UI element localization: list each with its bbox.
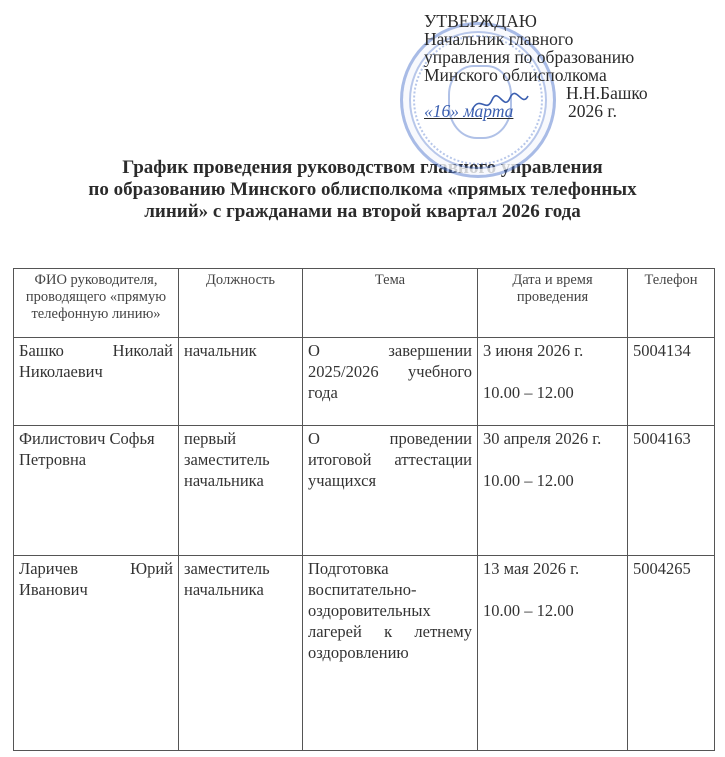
cell-date: 13 мая 2026 г. [483, 559, 580, 578]
cell-position: заместитель начальника [179, 556, 303, 751]
header-name: ФИО руководителя, проводящего «прямую телефонную линию» [14, 269, 179, 338]
cell-position: первый заместитель начальника [179, 426, 303, 556]
cell-name: Ларичев Юрий Иванович [14, 556, 179, 751]
header-phone: Телефон [628, 269, 715, 338]
cell-topic: О проведении итоговой аттестации учащихся [303, 426, 478, 556]
approval-line: Начальник главного [424, 29, 574, 49]
approval-heading: УТВЕРЖДАЮ [424, 11, 537, 31]
cell-time: 10.00 – 12.00 [483, 383, 574, 402]
cell-topic: О завершении 2025/2026 учебного года [303, 338, 478, 426]
cell-datetime [478, 426, 628, 556]
cell-phone: 5004163 [628, 426, 715, 556]
table-header-row [14, 269, 715, 338]
cell-datetime [478, 338, 628, 426]
document-title [40, 157, 685, 223]
table-row [14, 338, 715, 426]
cell-name: Филистович Софья Петровна [14, 426, 179, 556]
cell-topic: Подготовка воспитательно-оздоровительных лагерей к летнему оздоровлению [303, 556, 478, 751]
cell-time: 10.00 – 12.00 [483, 601, 574, 620]
table-row [14, 426, 715, 556]
title-line: линий» с гражданами на второй квартал 2026 года [144, 201, 581, 222]
approval-line: Минского облисполкома [424, 65, 607, 85]
cell-datetime [478, 556, 628, 751]
title-line: по образованию Минского облисполкома «прямых телефонных [88, 179, 637, 200]
header-topic: Тема [303, 269, 478, 338]
approval-date-handwritten: «16» марта [424, 101, 514, 121]
cell-date: 3 июня 2026 г. [483, 341, 584, 360]
cell-date: 30 апреля 2026 г. [483, 429, 602, 448]
approval-signer: Н.Н.Башко [566, 83, 648, 103]
approval-date [424, 102, 724, 120]
cell-name: Башко Николай Николаевич [14, 338, 179, 426]
schedule-table [13, 268, 715, 751]
approval-line: управления по образованию [424, 47, 635, 67]
approval-block [424, 12, 724, 120]
header-datetime: Дата и время проведения [478, 269, 628, 338]
header-position: Должность [179, 269, 303, 338]
cell-phone: 5004265 [628, 556, 715, 751]
signature-icon [470, 92, 530, 116]
cell-position: начальник [179, 338, 303, 426]
approval-date-year: 2026 г. [568, 101, 617, 121]
cell-time: 10.00 – 12.00 [483, 471, 574, 490]
title-line: График проведения руководством главного управления [122, 157, 603, 178]
cell-phone: 5004134 [628, 338, 715, 426]
table-row [14, 556, 715, 751]
